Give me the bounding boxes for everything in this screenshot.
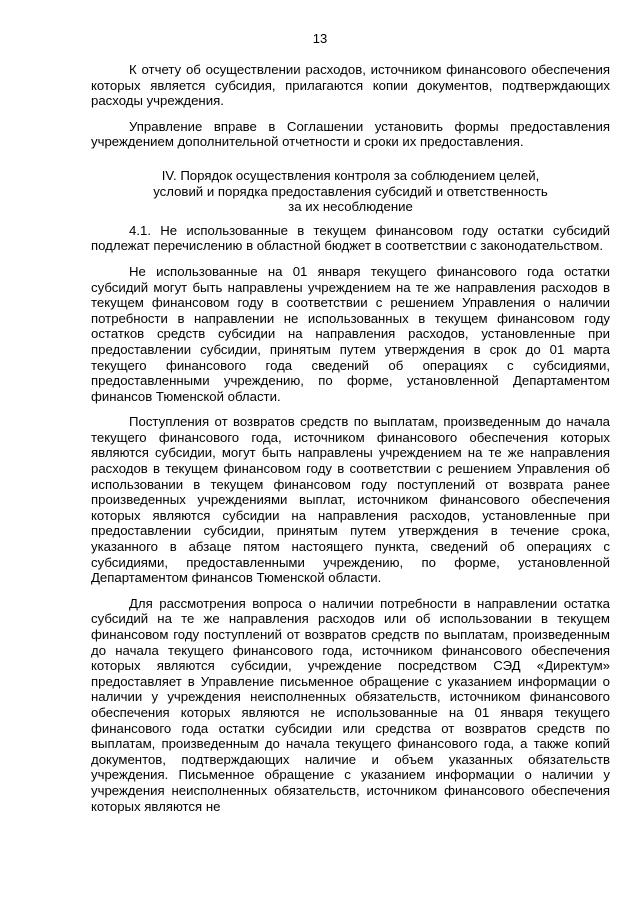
section-heading-line: IV. Порядок осуществления контроля за соблюдением целей,	[161, 167, 540, 183]
section-heading	[91, 168, 610, 215]
page-number: 13	[312, 31, 328, 46]
paragraph: Поступления от возвратов средств по выплатам, произведенным до начала текущего финансового года, источником финансового обеспечения которых являются субсидии, могут быть направлены учреждением на те же направления расходов в текущем финансовом году в соответствии с решением Управления об использовании в текущем финансовом году поступлений от возврата ранее произведенных учреждениями выплат, источником финансового обеспечения которых являются субсидии на направления расходов, установленные при предоставлении субсидии, принятым путем утверждения в течение срока, указанного в абзаце пятом настоящего пункта, сведений об операциях с субсидиями, предоставленными учреждению, по форме, установленной Департаментом финансов Тюменской области.	[91, 414, 610, 586]
paragraph: 4.1. Не использованные в текущем финансовом году остатки субсидий подлежат перечислению в областной бюджет в соответствии с законодательством.	[91, 222, 610, 254]
paragraph: Для рассмотрения вопроса о наличии потребности в направлении остатка субсидий на те же направления расходов или об использовании в текущем финансовом году поступлений от возвратов средств по выплатам, произведенным до начала текущего финансового года, источником финансового обеспечения которых являются субсидии, учреждение посредством СЭД «Директум» предоставляет в Управление письменное обращение с указанием информации о наличии у учреждения неисполненных обязательств, источником финансового обеспечения которых являются не использованные на 01 января текущего финансового года остатки субсидии или средства от возвратов средств по выплатам, произведенным до начала текущего финансового года, а также копий документов, подтверждающих наличие и объем указанных обязательств учреждения. Письменное обращение с указанием информации о наличии у учреждения неисполненных обязательств, источником финансового обеспечения которых являются не	[91, 595, 610, 814]
paragraph: Управление вправе в Соглашении установить формы предоставления учреждением дополнительной отчетности и сроки их предоставления.	[91, 118, 610, 150]
paragraph: К отчету об осуществлении расходов, источником финансового обеспечения которых является субсидия, прилагаются копии документов, подтверждающих расходы учреждения.	[91, 62, 610, 109]
paragraph: Не использованные на 01 января текущего финансового года остатки субсидий могут быть направлены учреждением на те же направления расходов в текущем финансовом году в соответствии с решением Управления о наличии потребности в направлении не использованных в текущем финансовом году остатков средств субсидии на направления расходов, установленные при предоставлении субсидии, принятым путем утверждения в срок до 01 марта текущего финансового года сведений об операциях с субсидиями, предоставленными учреждению, по форме, установленной Департаментом финансов Тюменской области.	[91, 263, 610, 404]
section-heading-line: за их несоблюдение	[288, 199, 413, 215]
document-body	[91, 62, 610, 824]
section-heading-line: условий и порядка предоставления субсидий и ответственность	[153, 183, 548, 199]
